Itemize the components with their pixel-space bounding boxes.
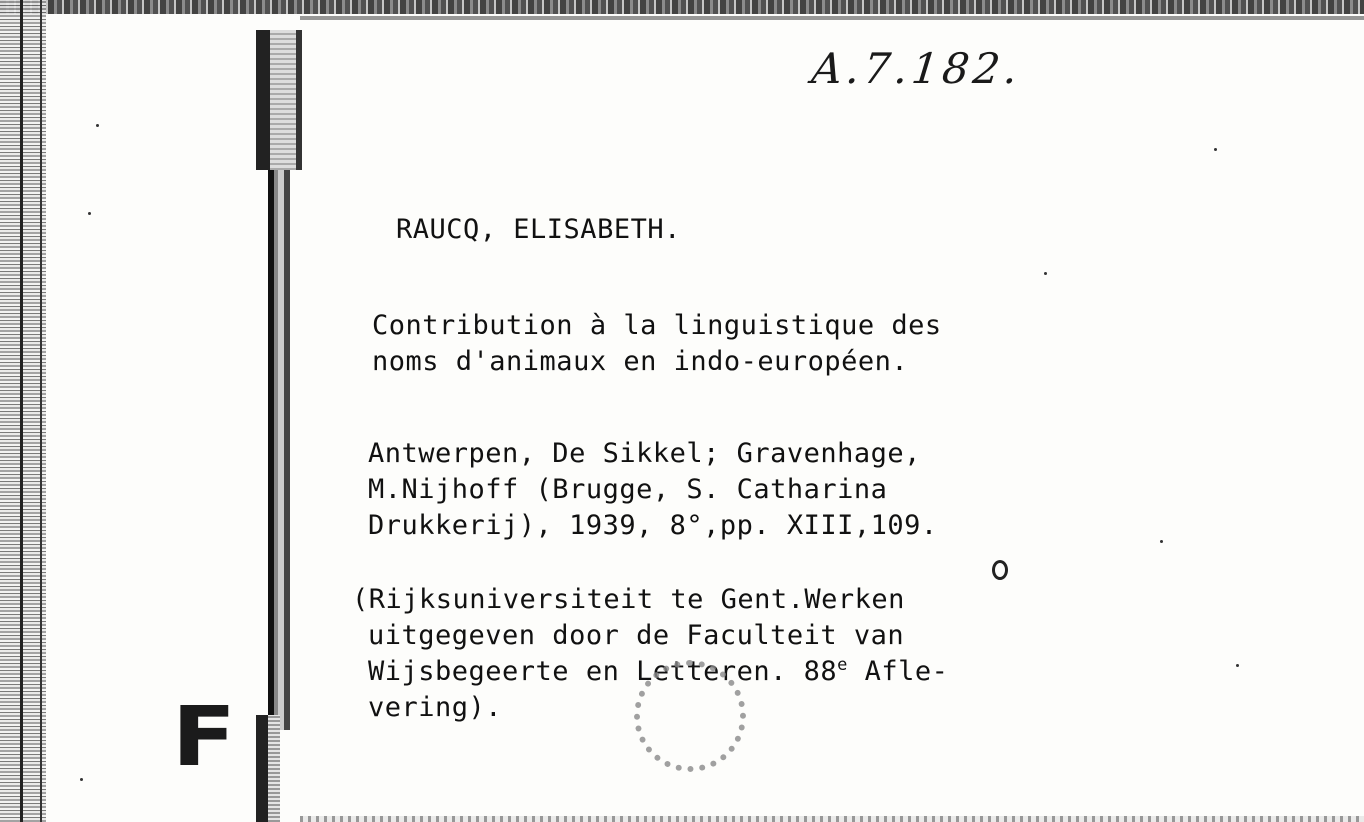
edge-line bbox=[40, 0, 42, 822]
speck bbox=[1236, 664, 1239, 667]
card-bottom-edge bbox=[300, 816, 1364, 822]
speck bbox=[96, 124, 99, 127]
handwritten-mark bbox=[992, 560, 1008, 580]
author-heading: RAUCQ, ELISABETH. bbox=[396, 214, 681, 245]
divider-post bbox=[268, 170, 290, 730]
title-line: Contribution à la linguistique des bbox=[372, 310, 942, 341]
series-line: vering). bbox=[368, 692, 503, 723]
speck bbox=[1214, 148, 1217, 151]
speck bbox=[1160, 540, 1163, 543]
divider-tab-bottom bbox=[256, 715, 280, 822]
imprint-line: Drukkerij), 1939, 8°,pp. XIII,109. bbox=[368, 510, 938, 541]
series-line: (Rijksuniversiteit te Gent.Werken bbox=[352, 584, 905, 615]
series-text: Wijsbegeerte en Letteren. 88 bbox=[368, 656, 838, 687]
scan-top-edge bbox=[0, 0, 1364, 14]
shelfmark: A.7.182. bbox=[809, 44, 1024, 93]
library-stamp bbox=[634, 660, 746, 772]
imprint-line: Antwerpen, De Sikkel; Gravenhage, bbox=[368, 438, 921, 469]
series-line: uitgegeven door de Faculteit van bbox=[368, 620, 905, 651]
tab-letter: F bbox=[171, 690, 237, 785]
edge-line bbox=[20, 0, 23, 822]
title-line: noms d'animaux en indo-européen. bbox=[372, 346, 909, 377]
series-text: Afle- bbox=[847, 656, 949, 687]
superscript: e bbox=[837, 655, 848, 675]
title-block bbox=[372, 308, 942, 380]
card-top-border bbox=[300, 16, 1364, 20]
card-divider-tab bbox=[256, 30, 302, 822]
speck bbox=[1044, 272, 1047, 275]
divider-tab-top bbox=[256, 30, 302, 170]
speck bbox=[88, 212, 91, 215]
speck bbox=[80, 778, 83, 781]
imprint-line: M.Nijhoff (Brugge, S. Catharina bbox=[368, 474, 888, 505]
imprint-block bbox=[368, 436, 938, 544]
